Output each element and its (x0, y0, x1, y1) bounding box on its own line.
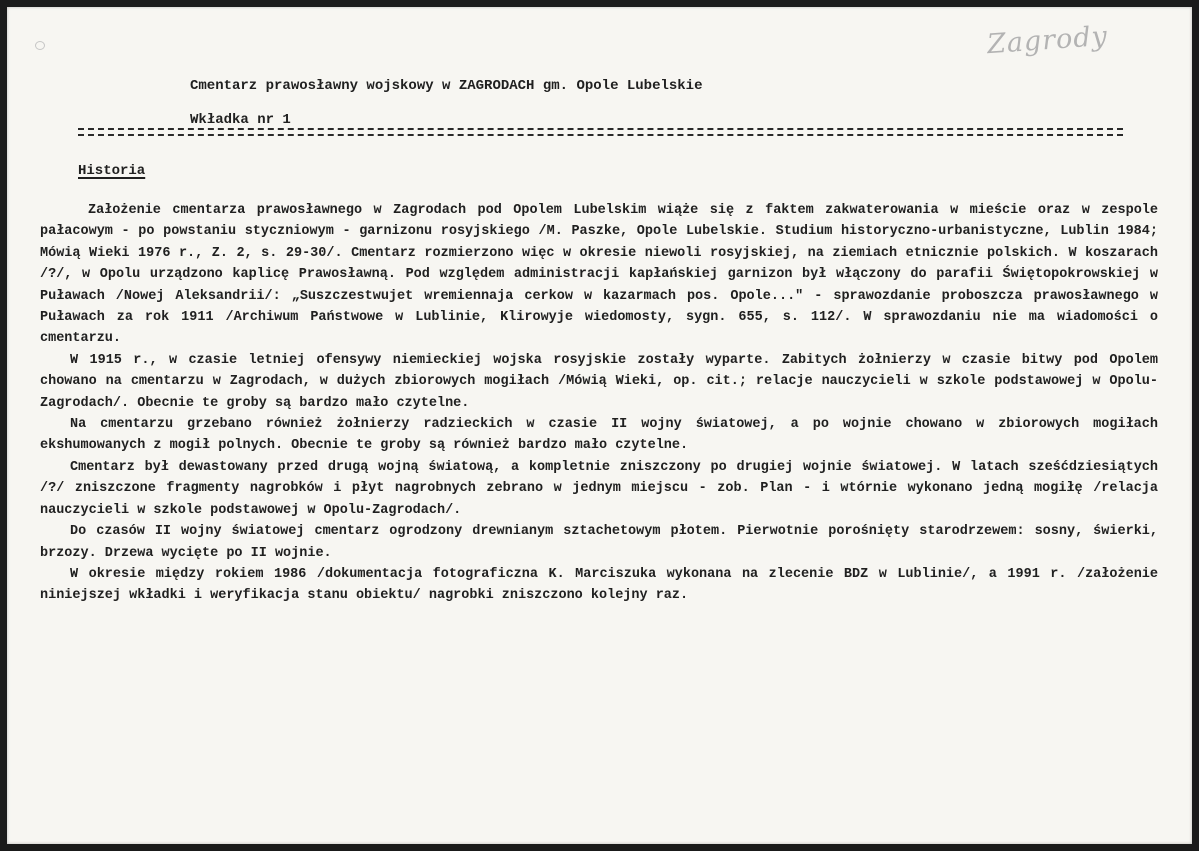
paragraph: W 1915 r., w czasie letniej ofensywy niemieckiej wojska rosyjskie zostały wyparte. Zabitych żołnierzy w czasie bitwy pod Opolem chowano na cmentarzu w Zagrodach, w dużych zbiorowych mogiłach /Mówią Wieki, op. cit.; relacje nauczycieli w szkole podstawowej w Opolu-Zagrodach/. Obecnie te groby są bardzo mało czytelne. (40, 352, 1158, 411)
paragraph: Na cmentarzu grzebano również żołnierzy radzieckich w czasie II wojny światowej, a po wojnie chowano w zbiorowych mogiłach ekshumowanych z mogił polnych. Obecnie te groby są również bardzo mało czytelne. (40, 417, 1158, 454)
paragraph: Założenie cmentarza prawosławnego w Zagrodach pod Opolem Lubelskim wiąże się z faktem zakwaterowania w mieście oraz w zespole pałacowym - po powstaniu styczniowym - garnizonu rosyjskiego /M. Paszke, Opole Lubelskie. Studium historyczno-urbanistyczne, Lublin 1984; Mówią Wieki 1976 r., Z. 2, s. 29-30/. Cmentarz rozmierzono więc w okresie niewoli rosyjskiej, na ziemiach etnicznie polskich. W koszarach /?/, w Opolu urządzono kaplicę Prawosławną. Pod względem administracji kapłańskiej garnizon był włączony do parafii Świętopokrowskiej w Puławach /Nowej Aleksandrii/: „Suszczestwujet wremiennaja cerkow w kazarmach pos. Opole..." - sprawozdanie proboszcza prawosławnego w Puławach za rok 1911 /Archiwum Państwowe w Lublinie, Klirowyje wiedomosty, sygn. 655, s. 112/. W sprawozdaniu nie ma wiadomości o cmentarzu. (40, 203, 1158, 347)
document-title: Cmentarz prawosławny wojskowy w ZAGRODACH gm. Opole Lubelskie (190, 78, 703, 94)
history-text (40, 200, 1158, 607)
pencil-mark-icon (35, 41, 45, 50)
paragraph: Do czasów II wojny światowej cmentarz ogrodzony drewnianym sztachetowym płotem. Pierwotnie porośnięty starodrzewem: sosny, świerki, brzozy. Drzewa wycięte po II wojnie. (40, 524, 1158, 561)
handwritten-note: Zagrody (986, 20, 1109, 61)
paragraph: W okresie między rokiem 1986 /dokumentacja fotograficzna K. Marciszuka wykonana na zlecenie BDZ w Lublinie/, a 1991 r. /założenie niniejszej wkładki i weryfikacja stanu obiektu/ nagrobki zniszczono kolejny raz. (40, 566, 1158, 604)
insert-label: Wkładka nr 1 (190, 112, 291, 128)
paragraph: Cmentarz był dewastowany przed drugą wojną światową, a kompletnie zniszczony po drugiej wojnie światowej. W latach sześćdziesiątych /?/ zniszczone fragmenty nagrobków i płyt nagrobnych zebrano w jednym miejscu - zob. Plan - i wtórnie wykonano jedną mogiłę /relacja nauczycieli w szkole podstawowej w Opolu-Zagrodach/. (40, 459, 1158, 518)
section-heading: Historia (78, 163, 146, 179)
double-dashed-divider (78, 128, 1123, 136)
